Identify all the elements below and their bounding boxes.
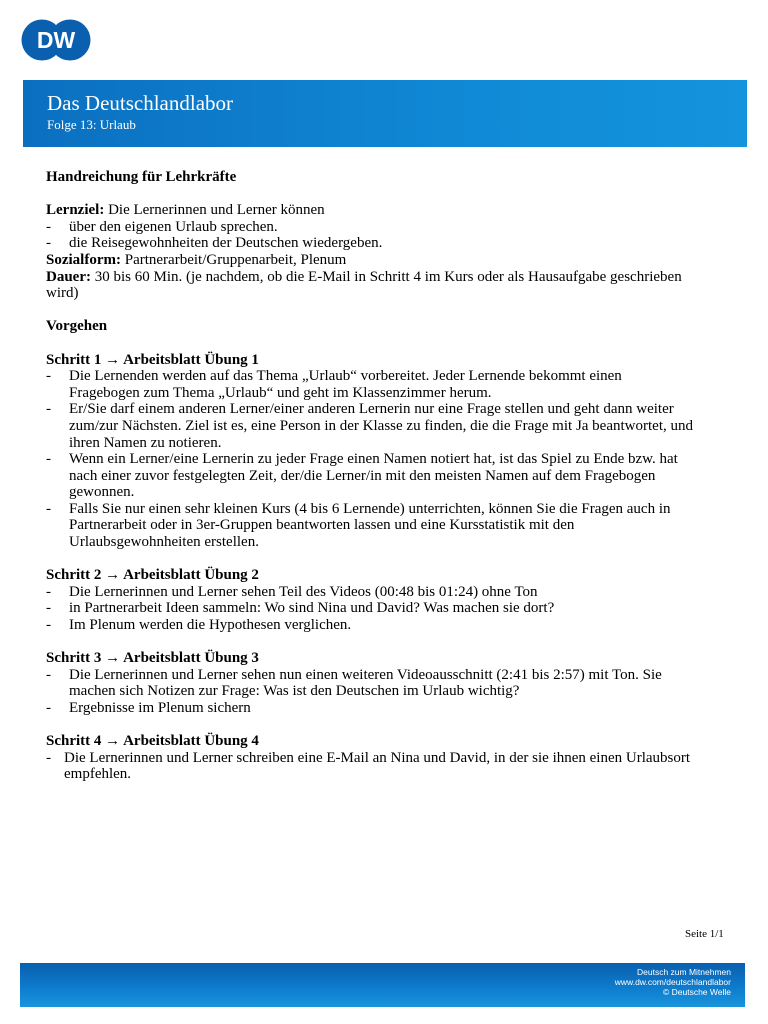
list-item: - Wenn ein Lerner/eine Lernerin zu jeder Frage einen Namen notiert hat, ist das Spiel zu Ende bzw. hat nach einer zuvor festgelegten Zeit, der/die Lerner/in mit den meisten Namen auf dem Fragebogen gewonnen. <box>46 451 696 501</box>
step-3-title: Schritt 3 → Arbeitsblatt Übung 3 <box>46 650 259 667</box>
vorgehen-heading: Vorgehen <box>46 318 108 335</box>
footer-text <box>615 967 731 997</box>
footer-line-slogan: Deutsch zum Mitnehmen <box>636 967 731 977</box>
list-item: - Die Lernerinnen und Lerner schreiben eine E-Mail an Nina und David, in der sie ihnen einen Urlaubsort empfehlen. <box>46 750 696 783</box>
dw-logo <box>20 18 92 62</box>
dauer-text: 30 bis 60 Min. (je nachdem, ob die E-Mail in Schritt 4 im Kurs oder als Hausaufgabe geschrieben wird) <box>46 268 682 302</box>
step-2-list <box>46 584 696 634</box>
page-number: Seite 1/1 <box>685 928 724 940</box>
lernziel-text: Die Lernerinnen und Lerner können <box>104 202 325 219</box>
footer-line-url: www.dw.com/deutschlandlabor <box>614 977 731 987</box>
page-title: Das Deutschlandlabor <box>47 91 234 115</box>
step-1-title: Schritt 1 → Arbeitsblatt Übung 1 <box>46 351 259 368</box>
svg-text:DW: DW <box>36 27 76 53</box>
step-2-title: Schritt 2 → Arbeitsblatt Übung 2 <box>46 567 259 584</box>
list-item: - Falls Sie nur einen sehr kleinen Kurs (4 bis 6 Lernende) unterrichten, können Sie die Fragen auch in Partnerarbeit oder in 3er-Gruppen beantworten lassen und eine Kursstatistik mit den Urlaubsgewohnheiten erstellen. <box>46 501 696 551</box>
list-item: - Die Lernerinnen und Lerner sehen nun einen weiteren Videoausschnitt (2:41 bis 2:57) mit Ton. Sie machen sich Notizen zur Frage: Was ist den Deutschen im Urlaub wichtig? <box>46 667 696 700</box>
sozialform-paragraph <box>46 252 696 269</box>
dauer-label: Dauer: <box>46 268 91 285</box>
footer-banner <box>20 963 745 1007</box>
step-4-title: Schritt 4 → Arbeitsblatt Übung 4 <box>46 733 259 750</box>
list-item: - Die Lernenden werden auf das Thema „Urlaub“ vorbereitet. Jeder Lernende bekommt einen Fragebogen zum Thema „Urlaub“ und geht im Klassenzimmer herum. <box>46 368 696 401</box>
footer-line-copyright: © Deutsche Welle <box>663 987 731 997</box>
step-1-list <box>46 368 696 551</box>
step-3-list <box>46 667 696 717</box>
episode-subtitle: Folge 13: Urlaub <box>47 117 136 132</box>
lernziel-list <box>46 219 696 252</box>
lernziel-label: Lernziel: <box>46 202 105 219</box>
document-body <box>46 169 696 783</box>
list-item: - Ergebnisse im Plenum sichern <box>46 700 696 717</box>
header-banner <box>23 80 747 147</box>
list-item: - in Partnerarbeit Ideen sammeln: Wo sind Nina und David? Was machen sie dort? <box>46 600 696 617</box>
step-4-list <box>46 750 696 783</box>
lernziel-paragraph <box>46 202 696 219</box>
list-item: - Er/Sie darf einem anderen Lerner/einer anderen Lernerin nur eine Frage stellen und geht dann weiter zum/zur Nächsten. Ziel ist es, eine Person in der Klasse zu finden, die die Frage mit Ja beantwortet, und ihren Namen zu notieren. <box>46 401 696 451</box>
dw-logo-icon <box>20 18 92 62</box>
sozialform-label: Sozialform: <box>46 251 121 268</box>
sozialform-text: Partnerarbeit/Gruppenarbeit, Plenum <box>120 251 347 268</box>
list-item: - über den eigenen Urlaub sprechen. <box>46 219 696 236</box>
list-item: - Die Lernerinnen und Lerner sehen Teil des Videos (00:48 bis 01:24) ohne Ton <box>46 584 696 601</box>
list-item: - die Reisegewohnheiten der Deutschen wiedergeben. <box>46 235 696 252</box>
document-heading: Handreichung für Lehrkräfte <box>46 169 237 185</box>
list-item: - Im Plenum werden die Hypothesen verglichen. <box>46 617 696 634</box>
dauer-paragraph <box>46 269 696 302</box>
